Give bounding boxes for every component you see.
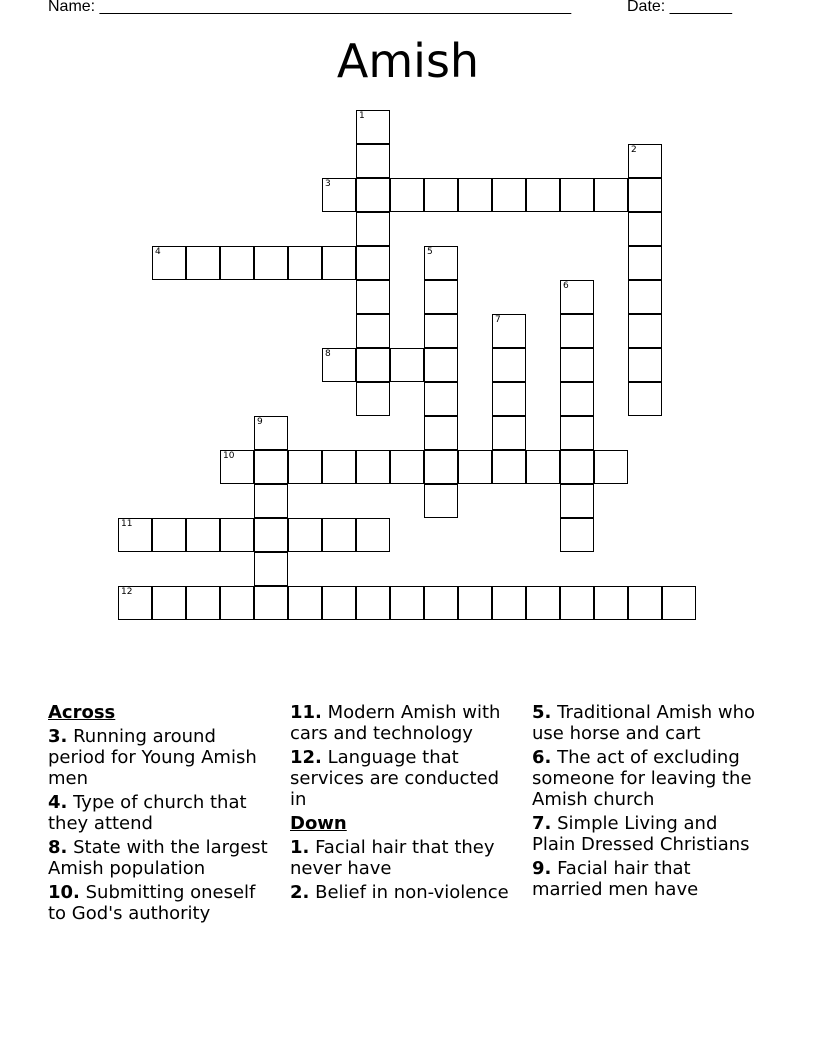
date-field-label: Date: _______ [627,0,732,15]
grid-cell[interactable] [628,280,662,314]
clue-number-label: 11 [121,519,133,529]
across-clue [290,747,520,810]
grid-cell[interactable] [458,450,492,484]
clue-text: Type of church that they attend [48,792,247,834]
name-field-label: Name: _____________________________________________________ [48,0,572,15]
grid-cell[interactable] [560,518,594,552]
grid-cell[interactable] [254,586,288,620]
grid-cell[interactable] [560,484,594,518]
grid-cell[interactable] [356,450,390,484]
grid-cell[interactable] [220,450,254,484]
grid-cell[interactable] [356,382,390,416]
grid-cell[interactable] [526,450,560,484]
grid-cell[interactable] [356,178,390,212]
clue-number: 4. [48,792,68,813]
grid-cell[interactable] [152,518,186,552]
grid-cell[interactable] [594,586,628,620]
clue-text: Simple Living and Plain Dressed Christians [532,813,750,855]
grid-cell[interactable] [322,246,356,280]
grid-cell[interactable] [390,178,424,212]
grid-cell[interactable] [424,416,458,450]
grid-cell[interactable] [492,314,526,348]
grid-cell[interactable] [254,246,288,280]
grid-cell[interactable] [424,280,458,314]
clue-number: 2. [290,882,310,903]
grid-cell[interactable] [356,314,390,348]
clue-number: 3. [48,726,68,747]
grid-cell[interactable] [628,212,662,246]
grid-cell[interactable] [628,178,662,212]
clue-number-label: 3 [325,179,331,189]
grid-cell[interactable] [424,450,458,484]
grid-cell[interactable] [662,586,696,620]
grid-cell[interactable] [356,110,390,144]
grid-cell[interactable] [628,144,662,178]
clue-number-label: 12 [121,587,133,597]
across-clue [290,702,520,744]
clue-number: 5. [532,702,552,723]
grid-cell[interactable] [424,314,458,348]
grid-cell[interactable] [492,416,526,450]
clue-number: 6. [532,747,552,768]
clue-number-label: 5 [427,247,433,257]
grid-cell[interactable] [628,246,662,280]
grid-cell[interactable] [492,586,526,620]
grid-cell[interactable] [288,586,322,620]
across-clue [48,882,278,924]
clue-text: The act of excluding someone for leaving the Amish church [532,747,752,810]
clue-text: Facial hair that they never have [290,837,495,879]
grid-cell[interactable] [322,178,356,212]
grid-cell[interactable] [424,178,458,212]
across-heading: Across [48,702,116,723]
clue-number-label: 6 [563,281,569,291]
grid-cell[interactable] [390,348,424,382]
grid-cell[interactable] [356,586,390,620]
clue-text: Submitting oneself to God's authority [48,882,256,924]
clue-number-label: 8 [325,349,331,359]
grid-cell[interactable] [288,518,322,552]
down-clue [532,858,762,900]
grid-cell[interactable] [356,518,390,552]
grid-cell[interactable] [560,382,594,416]
clue-number: 10. [48,882,80,903]
clue-number-label: 9 [257,417,263,427]
down-clue [532,813,762,855]
grid-cell[interactable] [118,586,152,620]
grid-cell[interactable] [356,246,390,280]
grid-cell[interactable] [254,416,288,450]
across-clue [48,726,278,789]
grid-cell[interactable] [186,518,220,552]
grid-cell[interactable] [458,586,492,620]
grid-cell[interactable] [628,314,662,348]
grid-cell[interactable] [322,518,356,552]
clue-number-label: 2 [631,145,637,155]
down-clue [532,702,762,744]
grid-cell[interactable] [628,382,662,416]
grid-cell[interactable] [492,348,526,382]
down-heading: Down [290,813,347,834]
grid-cell[interactable] [560,450,594,484]
clue-number: 9. [532,858,552,879]
clue-number-label: 1 [359,111,365,121]
grid-cell[interactable] [254,450,288,484]
grid-cell[interactable] [356,144,390,178]
grid-cell[interactable] [424,382,458,416]
grid-cell[interactable] [288,246,322,280]
clue-number: 8. [48,837,68,858]
grid-cell[interactable] [322,450,356,484]
puzzle-title: Amish [336,34,480,88]
clue-number-label: 7 [495,315,501,325]
grid-cell[interactable] [152,246,186,280]
grid-cell[interactable] [152,586,186,620]
clue-text: Traditional Amish who use horse and cart [532,702,756,744]
grid-cell[interactable] [390,450,424,484]
down-clue [532,747,762,810]
grid-cell[interactable] [560,586,594,620]
grid-cell[interactable] [322,586,356,620]
grid-cell[interactable] [186,246,220,280]
grid-cell[interactable] [424,348,458,382]
grid-cell[interactable] [220,518,254,552]
grid-cell[interactable] [560,348,594,382]
clue-number-label: 10 [223,451,235,461]
grid-cell[interactable] [220,246,254,280]
grid-cell[interactable] [390,586,424,620]
across-clue [48,792,278,834]
grid-cell[interactable] [560,280,594,314]
clue-number-label: 4 [155,247,161,257]
grid-cell[interactable] [560,314,594,348]
clue-text: Facial hair that married men have [532,858,699,900]
grid-cell[interactable] [458,178,492,212]
grid-cell[interactable] [288,450,322,484]
clue-number: 7. [532,813,552,834]
grid-cell[interactable] [526,586,560,620]
grid-cell[interactable] [594,178,628,212]
down-clue [290,882,520,903]
clue-text: Modern Amish with cars and technology [290,702,501,744]
grid-cell[interactable] [356,348,390,382]
grid-cell[interactable] [560,178,594,212]
grid-cell[interactable] [560,416,594,450]
grid-cell[interactable] [492,450,526,484]
grid-cell[interactable] [424,484,458,518]
grid-cell[interactable] [254,518,288,552]
grid-cell[interactable] [356,280,390,314]
grid-cell[interactable] [424,246,458,280]
clue-text: State with the largest Amish population [48,837,268,879]
grid-cell[interactable] [594,450,628,484]
clue-number: 12. [290,747,322,768]
grid-cell[interactable] [254,552,288,586]
clues-column-3 [532,702,762,903]
grid-cell[interactable] [118,518,152,552]
grid-cell[interactable] [356,212,390,246]
grid-cell[interactable] [254,484,288,518]
grid-cell[interactable] [628,348,662,382]
clue-number: 11. [290,702,322,723]
grid-cell[interactable] [492,382,526,416]
clue-text: Belief in non-violence [315,882,509,903]
clue-text: Running around period for Young Amish men [48,726,257,789]
grid-cell[interactable] [628,586,662,620]
grid-cell[interactable] [186,586,220,620]
across-clue [48,837,278,879]
grid-cell[interactable] [220,586,254,620]
clue-number: 1. [290,837,310,858]
down-clue [290,837,520,879]
grid-cell[interactable] [424,586,458,620]
clues-column-2 [290,702,520,906]
clues-column-1 [48,702,278,927]
clue-text: Language that services are conducted in [290,747,500,810]
grid-cell[interactable] [322,348,356,382]
grid-cell[interactable] [492,178,526,212]
grid-cell[interactable] [526,178,560,212]
